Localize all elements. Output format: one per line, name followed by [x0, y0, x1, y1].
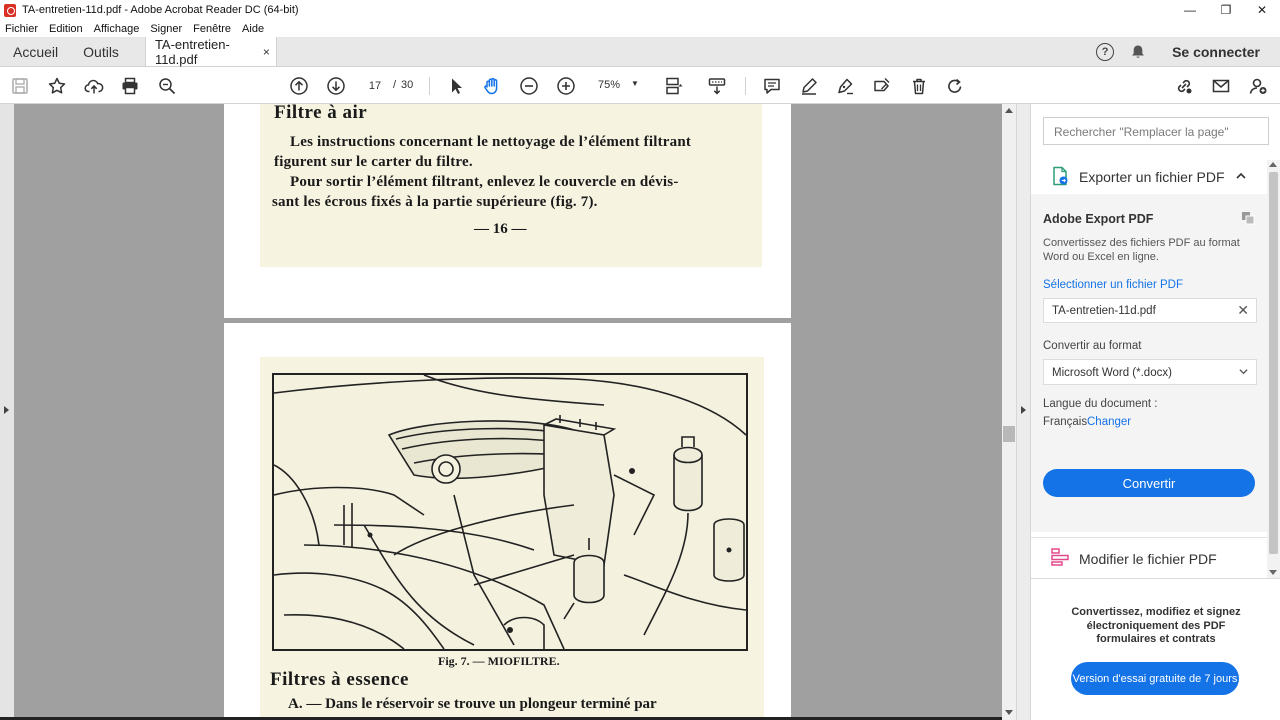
- tab-accueil[interactable]: Accueil: [13, 43, 59, 60]
- export-pdf-description: Convertissez des fichiers PDF au format Word ou Excel en ligne.: [1043, 237, 1240, 263]
- expand-left-panel-icon[interactable]: [4, 406, 9, 414]
- rotate-icon[interactable]: [944, 75, 966, 97]
- document-scrollbar[interactable]: [1002, 104, 1016, 720]
- selected-file-name: TA-entretien-11d.pdf: [1052, 305, 1156, 317]
- total-pages: 30: [401, 79, 414, 91]
- cloud-upload-icon[interactable]: [83, 75, 105, 97]
- panel-divider: [1031, 578, 1280, 579]
- engine-drawing: [274, 375, 746, 649]
- sign-in-link[interactable]: Se connecter: [1172, 43, 1260, 60]
- save-icon[interactable]: [9, 75, 31, 97]
- free-trial-button[interactable]: Version d'essai gratuite de 7 jours: [1071, 662, 1239, 695]
- delete-icon[interactable]: [908, 75, 930, 97]
- help-icon[interactable]: ?: [1096, 43, 1114, 61]
- document-language-label: Langue du document :: [1043, 398, 1158, 410]
- bookmark-star-icon[interactable]: [46, 75, 68, 97]
- remove-file-icon[interactable]: ✕: [1237, 302, 1249, 318]
- scanned-page-content: [260, 357, 764, 720]
- zoom-out-icon[interactable]: [518, 75, 540, 97]
- export-pdf-panel: [1031, 194, 1267, 532]
- copy-icon[interactable]: [1241, 211, 1255, 225]
- convert-format-label: Convertir au format: [1043, 340, 1142, 352]
- menu-bar: [0, 20, 1280, 37]
- text-line: figurent sur le carter du filtre.: [274, 154, 473, 170]
- scroll-up-icon[interactable]: [1269, 162, 1277, 167]
- edit-pdf-icon: [1050, 547, 1070, 567]
- chevron-down-icon: [1239, 367, 1248, 376]
- format-select[interactable]: [1043, 359, 1257, 385]
- export-pdf-title: Adobe Export PDF: [1043, 212, 1154, 226]
- next-page-icon[interactable]: [325, 75, 347, 97]
- scanned-page-content: [260, 104, 762, 267]
- scroll-mode-icon[interactable]: [706, 75, 728, 97]
- scroll-up-icon[interactable]: [1005, 108, 1013, 113]
- toolbar-divider: [429, 77, 430, 95]
- heading-filtre-air: Filtre à air: [274, 104, 368, 123]
- figure-caption: Fig. 7. — MIOFILTRE.: [438, 654, 560, 668]
- menu-fichier[interactable]: Fichier: [5, 22, 39, 35]
- text-line: sant les écrous fixés à la partie supérieure (fig. 7).: [272, 194, 598, 210]
- promo-text: Convertissez, modifiez et signez électroniquement des PDF formulaires et contrats: [1071, 606, 1241, 645]
- window-title: TA-entretien-11d.pdf - Adobe Acrobat Reader DC (64-bit): [22, 4, 299, 16]
- page-separator: /: [393, 79, 397, 91]
- edit-pdf-section-header[interactable]: [1031, 537, 1267, 577]
- tools-pane-scrollbar[interactable]: [1267, 160, 1280, 578]
- bell-icon[interactable]: [1130, 44, 1146, 60]
- select-pdf-link[interactable]: Sélectionner un fichier PDF: [1043, 279, 1183, 291]
- document-language-value: Français: [1043, 416, 1088, 428]
- page-display-icon[interactable]: [663, 75, 685, 97]
- link-icon[interactable]: [1173, 75, 1195, 97]
- menu-aide[interactable]: Aide: [242, 22, 265, 35]
- minimize-button[interactable]: —: [1184, 3, 1196, 17]
- main-toolbar: [0, 67, 1280, 104]
- menu-edition[interactable]: Edition: [49, 22, 83, 35]
- zoom-in-icon[interactable]: [555, 75, 577, 97]
- page-number-input[interactable]: 17: [361, 76, 389, 95]
- tab-close-icon[interactable]: ×: [262, 44, 270, 59]
- close-window-button[interactable]: ✕: [1256, 3, 1268, 17]
- tools-pane: [1030, 104, 1280, 720]
- menu-signer[interactable]: Signer: [150, 22, 183, 35]
- tab-outils[interactable]: Outils: [83, 43, 119, 60]
- zoom-level[interactable]: 75%: [598, 79, 621, 91]
- pdf-page-16: [224, 104, 791, 318]
- acrobat-app-icon: [4, 4, 16, 17]
- previous-page-icon[interactable]: [288, 75, 310, 97]
- comment-icon[interactable]: [761, 75, 783, 97]
- scrollbar-thumb[interactable]: [1269, 172, 1278, 554]
- text-line: Pour sortir l’élément filtrant, enlevez le couvercle en dévis-: [290, 174, 679, 190]
- sign-icon[interactable]: [834, 75, 856, 97]
- tab-document-label: TA-entretien-11d.pdf: [154, 36, 230, 67]
- window-controls: [1172, 0, 1280, 20]
- tab-document[interactable]: [145, 37, 277, 66]
- tools-search-input[interactable]: Rechercher "Remplacer la page": [1043, 117, 1269, 145]
- email-icon[interactable]: [1210, 75, 1232, 97]
- change-language-link[interactable]: Changer: [1087, 416, 1132, 428]
- scroll-down-icon[interactable]: [1005, 710, 1013, 715]
- restore-button[interactable]: ❐: [1220, 3, 1232, 17]
- toolbar-divider: [745, 77, 746, 95]
- export-pdf-section-label: Exporter un fichier PDF: [1079, 169, 1225, 185]
- select-cursor-icon[interactable]: [445, 75, 467, 97]
- figure-engine-illustration: [272, 373, 748, 651]
- hand-tool-icon[interactable]: [481, 75, 503, 97]
- scrollbar-thumb[interactable]: [1003, 426, 1015, 442]
- pdf-page-17: [224, 323, 791, 720]
- convert-button[interactable]: Convertir: [1043, 469, 1255, 497]
- selected-file-field: [1043, 298, 1257, 323]
- menu-fenetre[interactable]: Fenêtre: [193, 22, 232, 35]
- text-line: Les instructions concernant le nettoyage de l’élément filtrant: [290, 134, 692, 150]
- title-bar: [0, 0, 1280, 20]
- collapse-right-panel-icon[interactable]: [1021, 406, 1026, 414]
- scroll-down-icon[interactable]: [1269, 570, 1277, 575]
- right-panel-toggle[interactable]: [1016, 104, 1030, 720]
- highlight-pen-icon[interactable]: [798, 75, 820, 97]
- zoom-search-icon[interactable]: [156, 75, 178, 97]
- export-pdf-icon: [1050, 166, 1070, 186]
- edit-pdf-section-label: Modifier le fichier PDF: [1079, 551, 1217, 567]
- tabbar-right: [1096, 37, 1280, 66]
- zoom-dropdown-icon[interactable]: ▼: [631, 79, 639, 88]
- text-line: A. — Dans le réservoir se trouve un plongeur terminé par: [288, 696, 657, 712]
- chevron-up-icon[interactable]: [1236, 170, 1246, 180]
- share-edit-icon[interactable]: [871, 75, 893, 97]
- tab-bar: [0, 37, 1280, 67]
- format-select-value: Microsoft Word (*.docx): [1052, 367, 1172, 379]
- document-viewport[interactable]: [0, 104, 1002, 720]
- export-pdf-section-header[interactable]: [1031, 160, 1267, 192]
- left-panel-toggle[interactable]: [0, 104, 14, 720]
- heading-filtres-essence: Filtres à essence: [270, 669, 409, 690]
- page-number-label: — 16 —: [474, 221, 527, 237]
- menu-affichage[interactable]: Affichage: [93, 22, 140, 35]
- share-user-icon[interactable]: [1247, 75, 1269, 97]
- print-icon[interactable]: [119, 75, 141, 97]
